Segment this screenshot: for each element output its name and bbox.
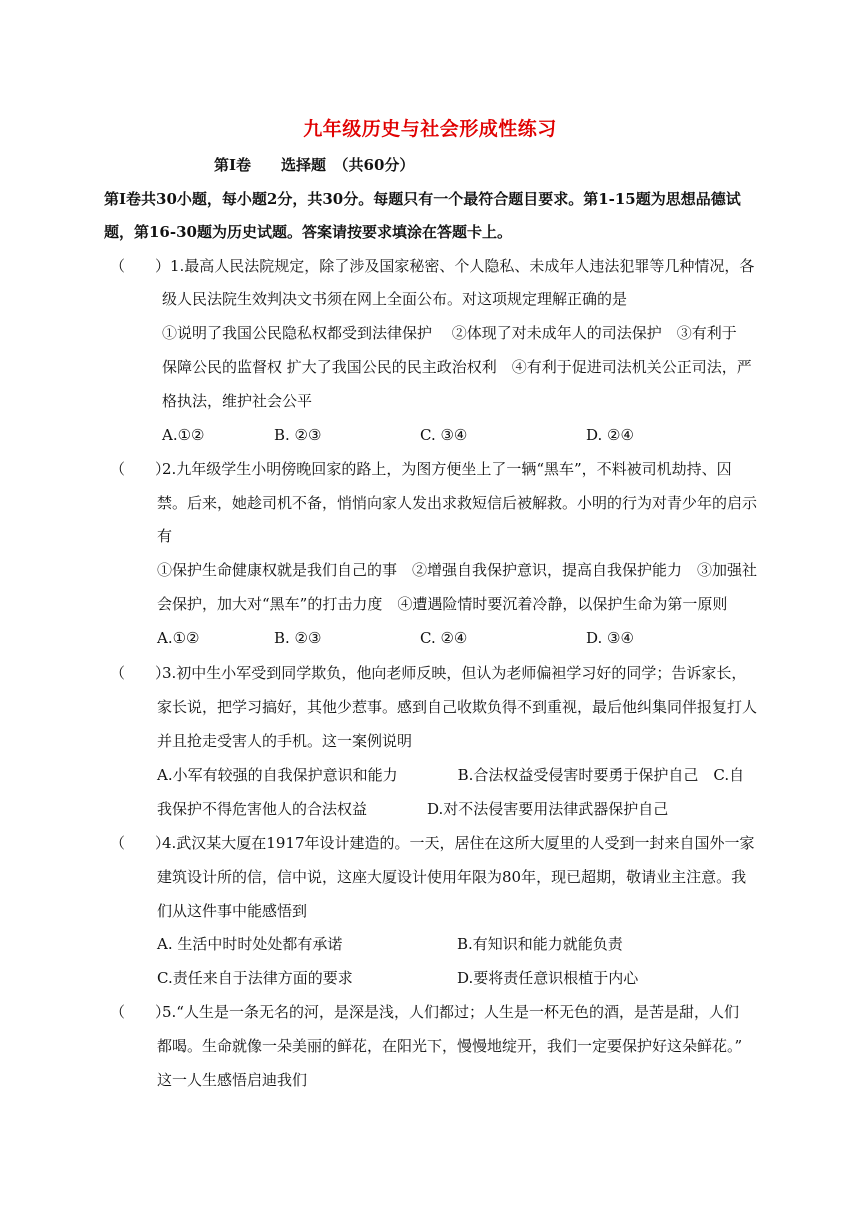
- question-2-line-3: 有: [157, 527, 173, 545]
- option-b: B. ②③: [274, 629, 322, 647]
- option-c: C. ②④: [420, 629, 468, 647]
- instructions-line-2: 题，第16-30题为历史试题。答案请按要求填涂在答题卡上。: [104, 223, 512, 241]
- page-title: 九年级历史与社会形成性练习: [303, 118, 557, 140]
- question-1-line-4: 保障公民的监督权 扩大了我国公民的民主政治权利 ④有利于促进司法机关公正司法，严: [162, 358, 752, 376]
- question-4-line-2: 建筑设计所的信，信中说，这座大厦设计使用年限为80年，现已超期，敬请业主注意。我: [157, 868, 747, 886]
- question-3-line-1: 3.初中生小军受到同学欺负，他向老师反映，但认为老师偏袒学习好的同学；告诉家长，: [162, 664, 747, 682]
- option-d: D. ③④: [586, 629, 634, 647]
- question-2-line-1: 2.九年级学生小明傍晚回家的路上，为图方便坐上了一辆“黑车”，不料被司机劫持、囚: [162, 460, 732, 478]
- question-1-line-1: 1.最高人民法院规定，除了涉及国家秘密、个人隐私、未成年人违法犯罪等几种情况，各: [170, 257, 755, 275]
- option-b: B. ②③: [274, 426, 322, 444]
- question-1-line-3: ①说明了我国公民隐私权都受到法律保护 ②体现了对未成年人的司法保护 ③有利于: [162, 324, 737, 342]
- answer-blank[interactable]: （ ）: [110, 664, 171, 682]
- option-d: D. ②④: [586, 426, 634, 444]
- question-3-line-4: A.小军有较强的自我保护意识和能力 B.合法权益受侵害时要勇于保护自己 C.自: [157, 766, 745, 784]
- option-c: C.责任来自于法律方面的要求: [157, 969, 353, 987]
- option-a: A.①②: [162, 426, 205, 444]
- question-3-line-2: 家长说，把学习搞好，其他少惹事。感到自己收欺负得不到重视，最后他纠集同伴报复打人: [157, 698, 758, 716]
- instructions-line-1: 第Ⅰ卷共30小题，每小题2分，共30分。每题只有一个最符合题目要求。第1-15题为思想品德试: [104, 190, 741, 208]
- question-3-line-3: 并且抢走受害人的手机。这一案例说明: [157, 732, 413, 750]
- question-2-line-4: ①保护生命健康权就是我们自己的事 ②增强自我保护意识，提高自我保护能力 ③加强社: [157, 561, 758, 579]
- question-1-line-2: 级人民法院生效判决文书须在网上全面公布。对这项规定理解正确的是: [162, 290, 628, 308]
- question-1-line-5: 格执法，维护社会公平: [162, 392, 313, 410]
- answer-blank[interactable]: （ ）: [110, 1003, 171, 1021]
- question-2-line-2: 禁。后来，她趁司机不备，悄悄向家人发出求救短信后被解救。小明的行为对青少年的启示: [157, 494, 758, 512]
- option-d: D.要将责任意识根植于内心: [457, 969, 639, 987]
- section-header: 第Ⅰ卷 选择题 （共60分）: [214, 156, 415, 174]
- answer-blank[interactable]: （ ）: [110, 834, 171, 852]
- question-5-line-2: 都喝。生命就像一朵美丽的鲜花，在阳光下，慢慢地绽开，我们一定要保护好这朵鲜花。”: [157, 1037, 743, 1055]
- question-3-line-5: 我保护不得危害他人的合法权益 D.对不法侵害要用法律武器保护自己: [157, 800, 669, 818]
- question-2-line-5: 会保护，加大对“黑车”的打击力度 ④遭遇险情时要沉着冷静，以保护生命为第一原则: [157, 595, 728, 613]
- question-4-line-3: 们从这件事中能感悟到: [157, 902, 308, 920]
- option-c: C. ③④: [420, 426, 468, 444]
- answer-blank[interactable]: （ ）: [110, 257, 171, 275]
- option-a: A.①②: [157, 629, 200, 647]
- question-5-line-1: 5.“人生是一条无名的河，是深是浅，人们都过；人生是一杯无色的酒，是苦是甜，人们: [162, 1003, 739, 1021]
- option-a: A. 生活中时时处处都有承诺: [157, 935, 343, 953]
- question-5-line-3: 这一人生感悟启迪我们: [157, 1071, 308, 1089]
- answer-blank[interactable]: （ ）: [110, 460, 171, 478]
- option-b: B.有知识和能力就能负责: [457, 935, 623, 953]
- question-4-line-1: 4.武汉某大厦在1917年设计建造的。一天，居住在这所大厦里的人受到一封来自国外一家: [162, 834, 755, 852]
